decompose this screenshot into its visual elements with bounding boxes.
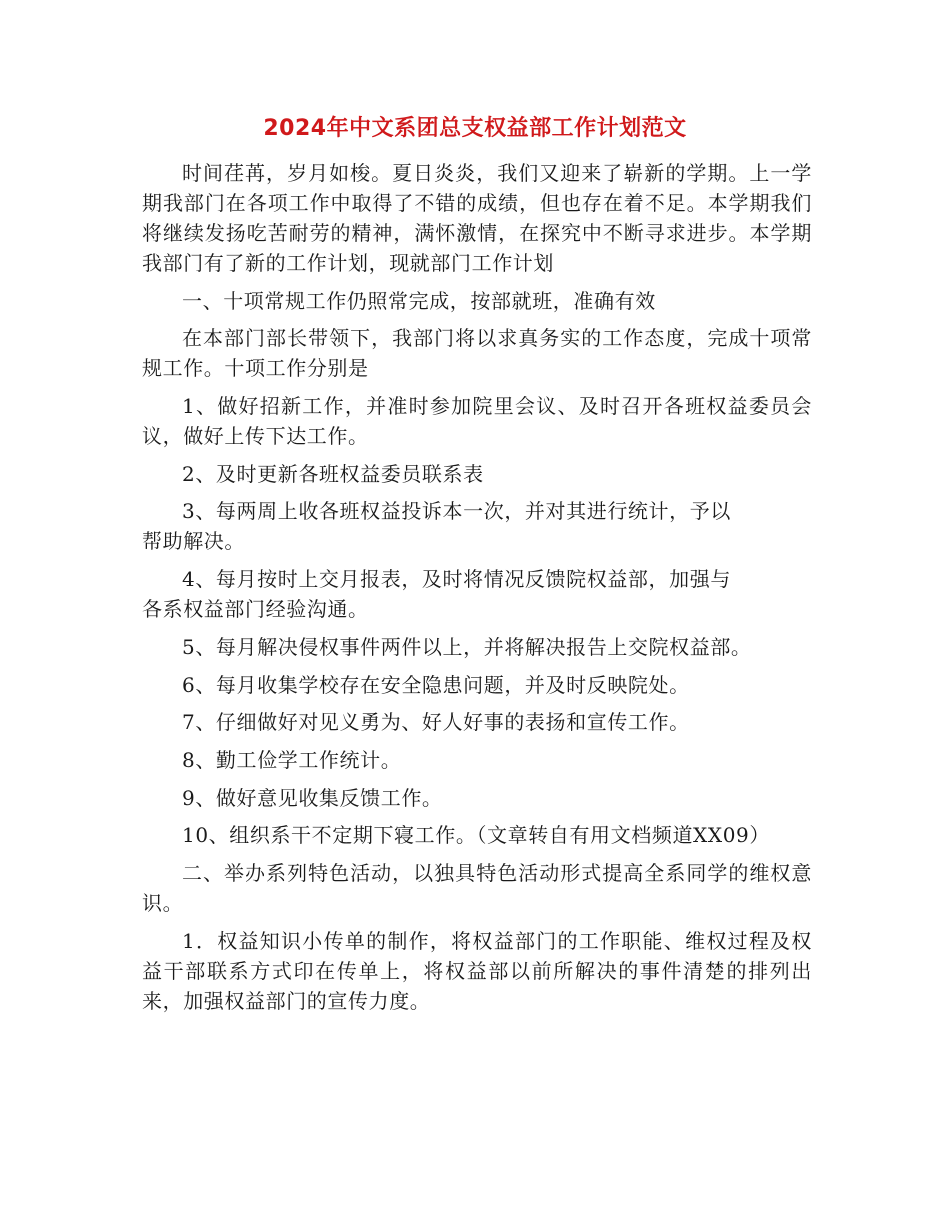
section-heading-1: 一、十项常规工作仍照常完成，按部就班，准确有效 bbox=[182, 288, 656, 313]
document-title: 2024年中文系团总支权益部工作计划范文 bbox=[263, 116, 687, 141]
section-heading-2: 二、举办系列特色活动，以独具特色活动形式提高全系同学的维权意识。 bbox=[142, 860, 812, 915]
list-item-3 bbox=[142, 496, 812, 556]
list-item-3-line-2: 帮助解决。 bbox=[142, 529, 245, 554]
paragraph-section-2-item-1: 1．权益知识小传单的制作，将权益部门的工作职能、维权过程及权益干部联系方式印在传单上，将权益部以前所解决的事件清楚的排列出来，加强权益部门的宣传力度。 bbox=[142, 928, 812, 1013]
paragraph-section-1-intro: 在本部门部长带领下，我部门将以求真务实的工作态度，完成十项常规工作。十项工作分别是 bbox=[142, 326, 812, 381]
list-item-5: 5、每月解决侵权事件两件以上，并将解决报告上交院权益部。 bbox=[182, 634, 752, 659]
paragraph-intro: 时间荏苒，岁月如梭。夏日炎炎，我们又迎来了崭新的学期。上一学期我部门在各项工作中取得了不错的成绩，但也存在着不足。本学期我们将继续发扬吃苦耐劳的精神，满怀激情，在探究中不断寻求进步。本学期我部门有了新的工作计划，现就部门工作计划 bbox=[142, 161, 812, 275]
list-item-4-line-1: 4、每月按时上交月报表，及时将情况反馈院权益部，加强与 bbox=[182, 567, 731, 592]
list-item-4-line-2: 各系权益部门经验沟通。 bbox=[142, 597, 369, 622]
list-item-4 bbox=[142, 564, 812, 624]
document-body bbox=[142, 158, 812, 1023]
list-item-6: 6、每月收集学校存在安全隐患问题，并及时反映院处。 bbox=[182, 672, 690, 697]
list-item-1: 1、做好招新工作，并准时参加院里会议、及时召开各班权益委员会议，做好上传下达工作。 bbox=[142, 394, 812, 449]
list-item-7: 7、仔细做好对见义勇为、好人好事的表扬和宣传工作。 bbox=[182, 710, 690, 735]
list-item-2: 2、及时更新各班权益委员联系表 bbox=[182, 461, 484, 486]
list-item-10: 10、组织系干不定期下寝工作。（文章转自有用文档频道XX09） bbox=[182, 823, 770, 848]
list-item-3-line-1: 3、每两周上收各班权益投诉本一次，并对其进行统计，予以 bbox=[182, 499, 731, 524]
list-item-9: 9、做好意见收集反馈工作。 bbox=[182, 785, 443, 810]
list-item-8: 8、勤工俭学工作统计。 bbox=[182, 747, 402, 772]
